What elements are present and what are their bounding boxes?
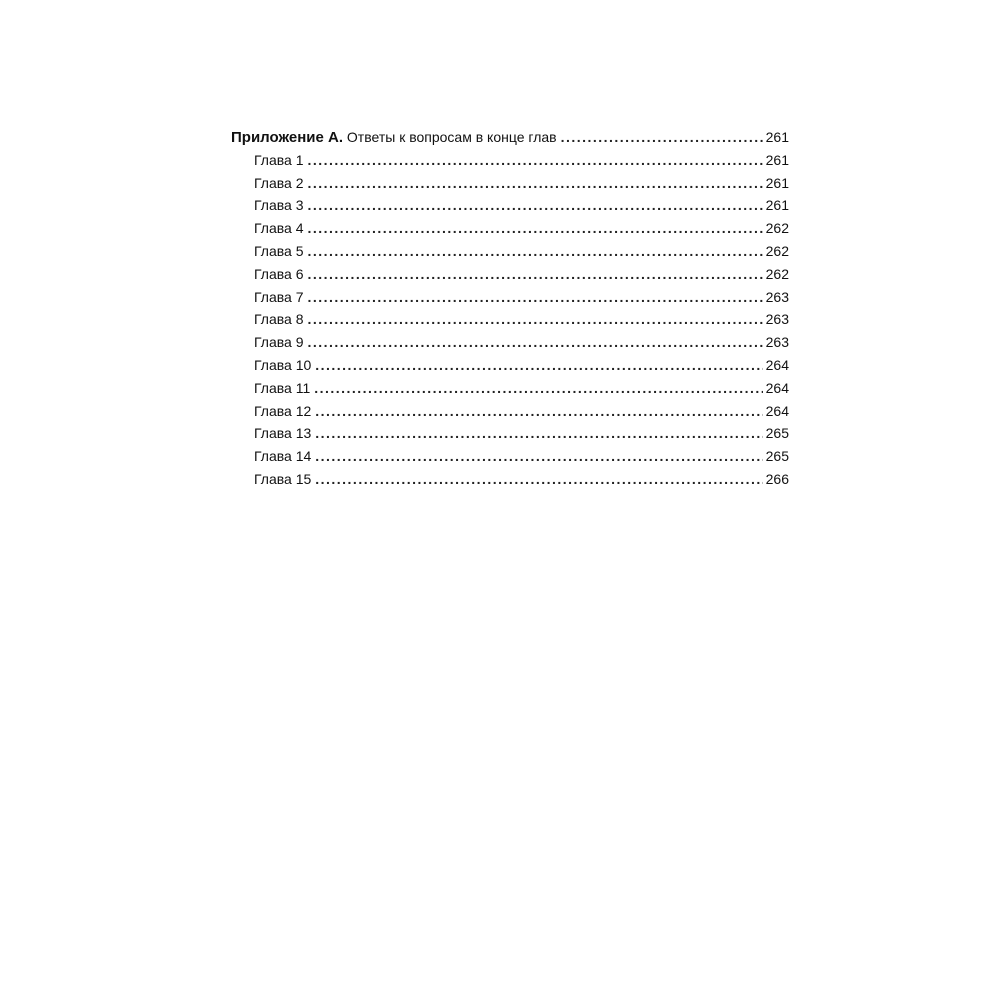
chapter-label: Глава 2 [254,174,304,191]
page-number: 265 [765,425,789,442]
toc-entry-chapter-1[interactable] [231,149,789,172]
toc-entry-appendix-a[interactable] [231,126,789,149]
toc-entry-label [231,126,561,150]
dot-leader [308,331,763,354]
chapter-label: Глава 11 [254,379,311,396]
dot-leader [315,445,762,468]
toc-entry-chapter-9[interactable] [231,331,789,354]
dot-leader [308,263,763,286]
chapter-label: Глава 6 [254,265,304,282]
page-number: 261 [765,129,789,145]
page-number: 262 [765,265,789,282]
chapter-label: Глава 3 [254,197,304,214]
page-number: 261 [765,174,789,191]
page-number: 263 [765,334,789,351]
toc-entry-chapter-3[interactable] [231,194,789,217]
dot-leader [308,286,763,309]
dot-leader [308,308,763,331]
dot-leader [308,149,763,172]
toc-entry-chapter-12[interactable] [231,400,789,423]
page-number: 264 [765,356,789,373]
page-number: 263 [765,288,789,305]
chapter-label: Глава 13 [254,425,312,442]
toc-entry-chapter-5[interactable] [231,240,789,263]
page-number: 266 [765,470,789,487]
dot-leader [314,377,762,400]
appendix-prefix: Приложение А. [231,129,344,146]
dot-leader [315,400,762,423]
dot-leader [308,194,763,217]
chapter-label: Глава 15 [254,470,312,487]
page-number: 264 [765,379,789,396]
page-number: 262 [765,220,789,237]
chapter-label: Глава 10 [254,356,312,373]
chapter-label: Глава 5 [254,242,304,259]
page-number: 264 [765,402,789,419]
toc-entry-chapter-4[interactable] [231,217,789,240]
table-of-contents [231,126,789,491]
toc-entry-chapter-2[interactable] [231,172,789,195]
toc-entry-chapter-8[interactable] [231,308,789,331]
toc-entry-chapter-13[interactable] [231,422,789,445]
chapter-label: Глава 14 [254,448,312,465]
page-number: 261 [765,197,789,214]
dot-leader [308,217,763,240]
chapter-label: Глава 12 [254,402,312,419]
appendix-title: Ответы к вопросам в конце глав [346,129,557,145]
dot-leader [315,354,762,377]
dot-leader [308,240,763,263]
toc-entry-chapter-6[interactable] [231,263,789,286]
dot-leader [308,172,763,195]
toc-entry-chapter-14[interactable] [231,445,789,468]
dot-leader [561,126,763,149]
chapter-label: Глава 9 [254,334,304,351]
page-number: 265 [765,448,789,465]
toc-entry-chapter-7[interactable] [231,286,789,309]
chapter-label: Глава 1 [254,151,304,168]
page-number: 262 [765,242,789,259]
dot-leader [315,422,762,445]
chapter-label: Глава 7 [254,288,304,305]
page-number: 263 [765,311,789,328]
toc-entry-chapter-15[interactable] [231,468,789,491]
chapter-label: Глава 4 [254,220,304,237]
page-number: 261 [765,151,789,168]
dot-leader [315,468,762,491]
chapter-label: Глава 8 [254,311,304,328]
toc-entry-chapter-11[interactable] [231,377,789,400]
toc-entry-chapter-10[interactable] [231,354,789,377]
